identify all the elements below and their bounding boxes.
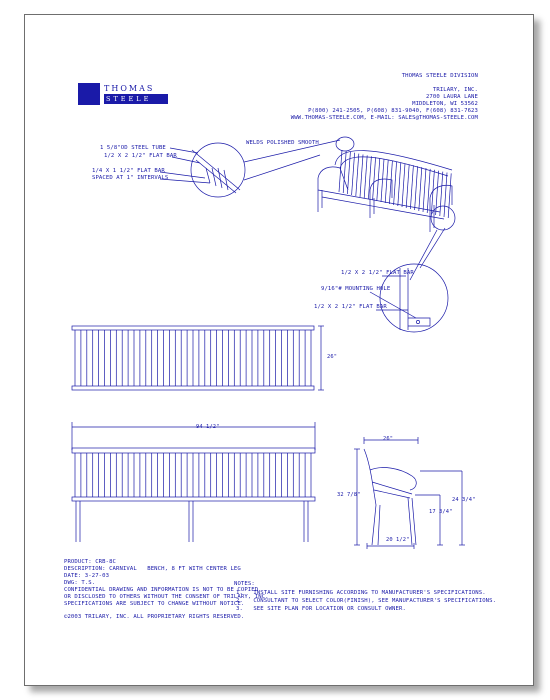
company-street: 2700 LAURA LANE [425, 94, 478, 100]
product-date: DATE: 3-27-03 [64, 573, 110, 579]
company-division: THOMAS STEELE DIVISION [401, 73, 478, 79]
company-city: MIDDLETON, WI 53562 [412, 101, 478, 107]
company-name: TRILARY, INC. [432, 87, 478, 93]
notes-heading: NOTES: [234, 581, 255, 587]
product-description: DESCRIPTION: CARNIVAL BENCH, 8 FT WITH CENTER LEG [64, 566, 241, 572]
logo-text-top: THOMAS [104, 84, 155, 93]
dim-front-length: 94 1/2" [196, 424, 220, 430]
dim-plan-depth: 26" [327, 354, 338, 360]
company-web: WWW.THOMAS-STEELE.COM, E-MAIL: SALES@THOMAS-STEELE.COM [290, 115, 478, 121]
callout-flat-bar-spaced-2: SPACED AT 1" INTERVALS [92, 175, 169, 181]
dim-arm-height: 24 3/4" [452, 497, 476, 503]
company-phone: P(800) 241-2505, P(608) 831-9040, F(608) 831-7623 [308, 108, 478, 114]
callout-tube: 1 5/8"OD STEEL TUBE [100, 145, 166, 151]
note-1: 1. INSTALL SITE FURNISHING ACCORDING TO MANUFACTURER'S SPECIFICATIONS. [236, 590, 486, 596]
note-3: 3. SEE SITE PLAN FOR LOCATION OR CONSULT OWNER. [236, 606, 406, 612]
product-drawn-by: DWG: T.S. [64, 580, 96, 586]
copyright: ©2003 TRILARY, INC. ALL PROPRIETARY RIGHTS RESERVED. [64, 614, 245, 620]
callout-leg-bar-upper: 1/2 X 2 1/2" FLAT BAR [341, 270, 414, 276]
callout-leg-bar-lower: 1/2 X 2 1/2" FLAT BAR [314, 304, 387, 310]
callout-welds: WELDS POLISHED SMOOTH [246, 140, 319, 146]
disclaimer-line-2: OR DISCLOSED TO OTHERS WITHOUT THE CONSENT OF TRILARY, INC. [64, 594, 269, 600]
disclaimer-line-1: CONFIDENTIAL DRAWING AND INFORMATION IS NOT TO BE COPIED [64, 587, 259, 593]
bench-isometric [318, 137, 455, 280]
callout-flat-bar-top: 1/2 X 2 1/2" FLAT BAR [104, 153, 177, 159]
bench-side-elevation [354, 437, 465, 549]
detail-backrest [160, 140, 340, 197]
detail-leg [370, 264, 448, 332]
dim-overall-height: 32 7/8" [337, 492, 361, 498]
callout-flat-bar-spaced-1: 1/4 X 1 1/2" FLAT BAR [92, 168, 165, 174]
logo-text-bottom: STEELE [106, 95, 152, 103]
dim-seat-depth: 20 1/2" [386, 537, 410, 543]
bench-front-elevation [72, 422, 315, 542]
callout-mounting-hole: 9/16"# MOUNTING HOLE [321, 286, 391, 292]
note-2: 2. CONSULTANT TO SELECT COLOR(FINISH), SEE MANUFACTURER'S SPECIFICATIONS. [236, 598, 497, 604]
product-code: PRODUCT: CRB-8C [64, 559, 117, 565]
bench-plan-view [72, 326, 324, 390]
dim-side-depth: 26" [383, 436, 394, 442]
dim-seat-height: 17 3/4" [429, 509, 453, 515]
disclaimer-line-3: SPECIFICATIONS ARE SUBJECT TO CHANGE WITHOUT NOTICE. [64, 601, 245, 607]
